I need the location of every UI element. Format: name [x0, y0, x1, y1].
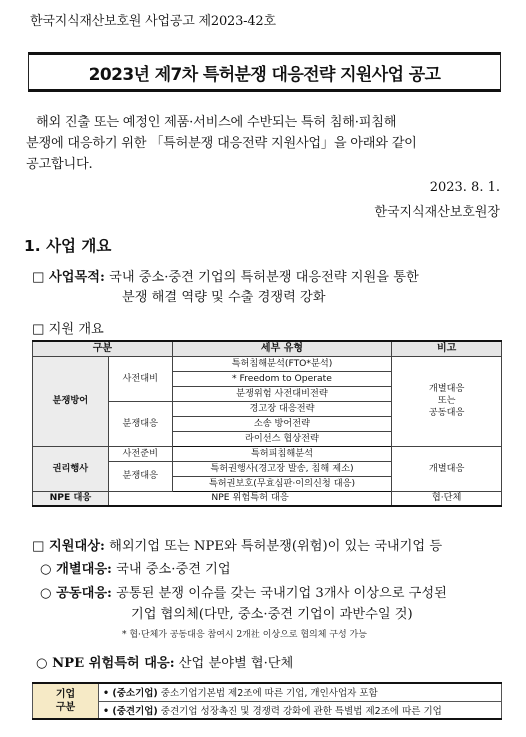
table-row: [33, 491, 502, 506]
individual-response: [40, 558, 231, 577]
table-header-row: [33, 341, 502, 356]
signer: 한국지식재산보호원장: [374, 205, 500, 220]
intro-line-3: 공고합니다.: [26, 157, 93, 172]
type-warning-letter: 경고장 대응전략: [172, 401, 392, 416]
support-overview-label: □ 지원 개요: [32, 322, 104, 337]
target-text: 해외기업 또는 NPE와 특허분쟁(위험)이 있는 국내기업 등: [104, 539, 443, 554]
individual-label: ○ 개별대응:: [40, 562, 112, 577]
type-fto: 특허침해분석(FTO*분석): [172, 356, 392, 371]
purpose-text-2: 분쟁 해결 역량 및 수출 경쟁력 강화: [122, 290, 326, 305]
type-rights-protection: 특허권보호(무효심판·이의신청 대응): [172, 476, 392, 491]
npe-text: 산업 분야별 협·단체: [174, 656, 294, 671]
sme-row: [99, 683, 502, 701]
type-risk-prep: 분쟁위험 사전대비전략: [172, 386, 392, 401]
company-class-header: [33, 683, 99, 719]
joint-footnote: * 협·단체가 공동대응 참여시 2개社 이상으로 협의체 구성 가능: [122, 630, 367, 640]
type-fto-footnote: * Freedom to Operate: [172, 371, 392, 386]
company-classification-table: [32, 682, 502, 720]
section-heading-overview: 1. 사업 개요: [24, 237, 112, 255]
remark-line-2: 또는: [437, 395, 456, 406]
table-row: [33, 701, 502, 719]
table-row: [33, 683, 502, 701]
joint-text-1: 공통된 분쟁 이슈를 갖는 국내기업 3개사 이상으로 구성된: [111, 586, 447, 601]
subcategory-response: 분쟁대응: [108, 461, 172, 491]
business-purpose: [32, 268, 419, 308]
announcement-date: 2023. 8. 1.: [429, 180, 500, 195]
category-dispute-defense: 분쟁방어: [33, 356, 109, 446]
intro-line-2: 분쟁에 대응하기 위한 「특허분쟁 대응전략 지원사업」을 아래와 같이: [26, 136, 417, 151]
npe-label: ○ NPE 위험특허 대응:: [36, 656, 175, 671]
notice-number: 한국지식재산보호원 사업공고 제2023-42호: [30, 14, 276, 29]
midsize-text: 중견기업 성장촉진 및 경쟁력 강화에 관한 특별법 제2조에 따른 기업: [157, 705, 442, 717]
category-npe: NPE 대응: [33, 491, 109, 506]
purpose-text-1: 국내 중소·중견 기업의 특허분쟁 대응전략 지원을 통한: [104, 270, 419, 285]
target-label: □ 지원대상:: [32, 539, 105, 554]
remark-individual-or-joint: [392, 356, 502, 446]
header-remark: 비고: [392, 341, 502, 356]
remark-line-1: 개별대응: [428, 383, 465, 394]
intro-paragraph: [26, 112, 504, 175]
joint-response: [40, 582, 447, 601]
support-overview-table: [32, 340, 502, 507]
table-row: [33, 446, 502, 461]
subcategory-pre-prep: 사전대비: [108, 356, 172, 401]
intro-line-1: 해외 진출 또는 예정인 제품·서비스에 수반되는 특허 침해·피침해: [36, 115, 397, 130]
midsize-label: • (중견기업): [103, 705, 158, 717]
type-litigation-defense: 소송 방어전략: [172, 416, 392, 431]
remark-association: 협·단체: [392, 491, 502, 506]
type-infringed-analysis: 특허피침해분석: [172, 446, 392, 461]
header-category: 구분: [33, 341, 173, 356]
remark-individual: 개별대응: [392, 446, 502, 491]
category-rights: 권리행사: [33, 446, 109, 491]
type-rights-exercise: 특허권행사(경고장 발송, 침해 제소): [172, 461, 392, 476]
remark-line-3: 공동대응: [428, 407, 465, 418]
midsize-row: [99, 701, 502, 719]
joint-label: ○ 공동대응:: [40, 586, 112, 601]
table-row: [33, 356, 502, 371]
type-npe-risk: NPE 위험특허 대응: [108, 491, 391, 506]
company-class-header-text: 기업 구분: [55, 689, 76, 713]
purpose-label: □ 사업목적:: [32, 270, 105, 285]
individual-text: 국내 중소·중견 기업: [111, 562, 231, 577]
subcategory-pre-ready: 사전준비: [108, 446, 172, 461]
support-target: [32, 535, 442, 554]
subcategory-dispute-response: 분쟁대응: [108, 401, 172, 446]
header-type: 세부 유형: [172, 341, 392, 356]
joint-text-2: 기업 협의체(다만, 중소·중견 기업이 과반수일 것): [131, 607, 413, 622]
page-title: 2023년 제7차 특허분쟁 대응전략 지원사업 공고: [88, 64, 441, 85]
sme-label: • (중소기업): [103, 688, 158, 700]
sme-text: 중소기업기본법 제2조에 따른 기업, 개인사업자 포함: [157, 688, 378, 700]
type-license-negotiation: 라이선스 협상전략: [172, 431, 392, 446]
npe-response: [36, 652, 293, 671]
title-box: [28, 52, 501, 92]
